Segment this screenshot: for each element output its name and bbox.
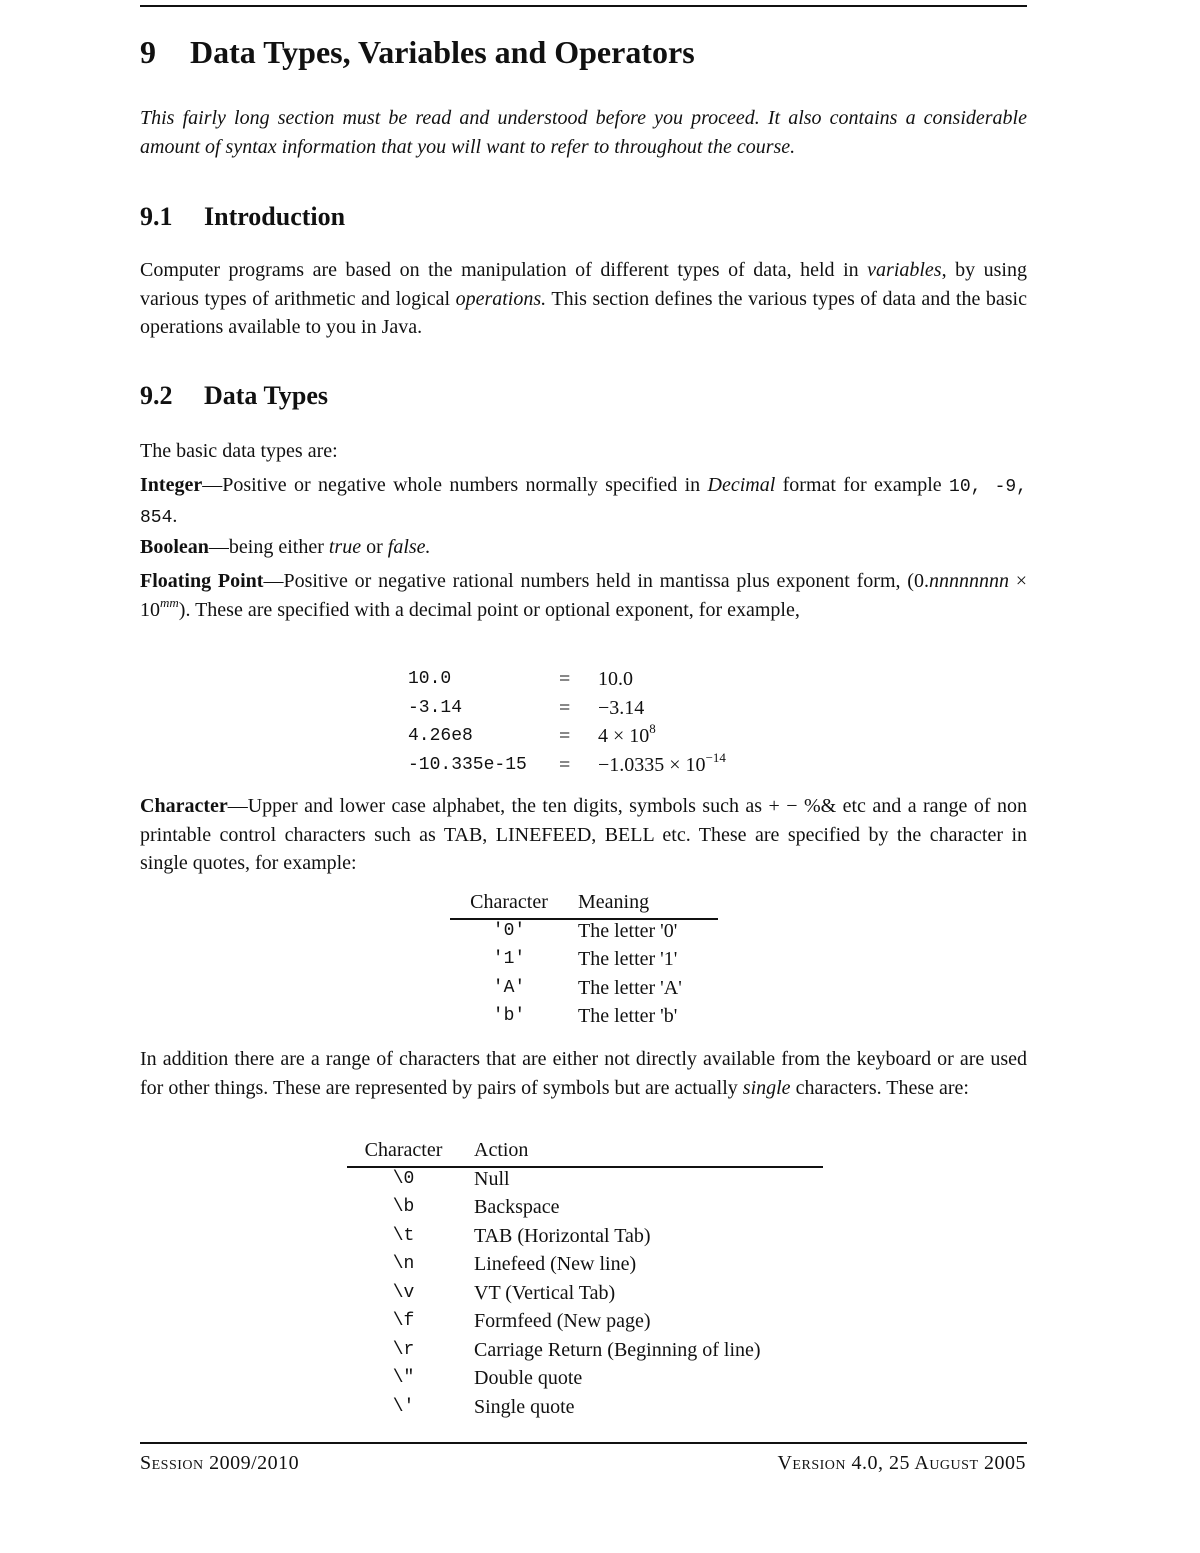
- integer-term: Integer: [140, 474, 203, 496]
- boolean-text-2: or: [361, 536, 388, 558]
- character-table: [450, 888, 718, 1031]
- integer-examples: 10, -9, 854: [140, 477, 1027, 528]
- table-header-action: Action: [474, 1139, 529, 1161]
- float-exponent: 8: [649, 721, 656, 736]
- table-cell-escape: \": [392, 1368, 415, 1388]
- table-cell-escape: \b: [392, 1197, 415, 1217]
- table-row: [450, 945, 718, 974]
- table-cell-escape: \t: [392, 1225, 415, 1246]
- footer-version: Version 4.0, 25 August 2005: [777, 1452, 1026, 1474]
- table-cell-escape: \v: [392, 1282, 415, 1303]
- chapter-intro: [140, 104, 1027, 161]
- table-cell-action: Double quote: [474, 1367, 583, 1389]
- table-cell-meaning: The letter '1': [578, 948, 678, 970]
- section-heading-data-types: [140, 381, 1027, 411]
- section-number: 9.1: [140, 202, 173, 231]
- table-row: [450, 917, 718, 946]
- table-row: [347, 1250, 823, 1279]
- floating-point-definition: [140, 567, 1027, 626]
- footer-rule: [140, 1442, 1027, 1444]
- table-row: [347, 1307, 823, 1336]
- float-literal: -10.335e-15: [408, 754, 527, 775]
- chapter-number: 9: [140, 34, 156, 70]
- table-header-row: [347, 1136, 823, 1165]
- table-cell-action: Backspace: [474, 1196, 560, 1218]
- float-equals: =: [559, 753, 571, 776]
- intro-text-2: , by using various types of arithmetic and logical: [140, 259, 1027, 310]
- table-cell-escape: \': [392, 1396, 415, 1417]
- section-title: Introduction: [204, 202, 346, 231]
- float-equals: =: [559, 696, 571, 719]
- table-row: [347, 1279, 823, 1308]
- float-literal: 4.26e8: [408, 726, 473, 746]
- float-value: 4 × 10: [598, 725, 650, 747]
- table-cell-action: Single quote: [474, 1395, 575, 1418]
- floating-mantissa: nnnnnnnn: [928, 570, 1009, 592]
- integer-end: .: [172, 504, 178, 527]
- section-number: 9.2: [140, 381, 173, 410]
- table-cell-meaning: The letter 'b': [578, 1005, 678, 1027]
- integer-em-decimal: Decimal: [707, 474, 776, 496]
- introduction-paragraph: [140, 256, 1027, 342]
- table-header-meaning: Meaning: [578, 891, 650, 913]
- table-header-row: [450, 888, 718, 917]
- table-cell-action: TAB (Horizontal Tab): [474, 1224, 651, 1247]
- chapter-heading: [140, 34, 1027, 71]
- floating-text-1: —Positive or negative rational numbers held in mantissa plus exponent form, (0.: [263, 570, 929, 592]
- section-heading-introduction: [140, 202, 1027, 232]
- table-cell-character: '1': [492, 949, 526, 969]
- chapter-title: Data Types, Variables and Operators: [190, 34, 695, 70]
- table-cell-action: VT (Vertical Tab): [474, 1281, 616, 1304]
- table-cell-character: '0': [492, 920, 526, 941]
- floating-times: × 10: [140, 570, 1028, 621]
- table-row: [347, 1336, 823, 1365]
- integer-text-1: —Positive or negative whole numbers normally specified in: [202, 474, 708, 496]
- boolean-em-false: false.: [387, 536, 431, 558]
- table-cell-character: 'b': [492, 1006, 526, 1026]
- character-definition: [140, 792, 1027, 878]
- table-cell-action: Carriage Return (Beginning of line): [474, 1338, 761, 1361]
- float-value: −3.14: [598, 696, 645, 719]
- table-row: [347, 1165, 823, 1194]
- table-row: [347, 1193, 823, 1222]
- escape-characters-paragraph: [140, 1045, 1027, 1102]
- table-cell-meaning: The letter '0': [578, 919, 678, 942]
- float-exponent: −14: [705, 749, 726, 765]
- table-cell-escape: \f: [392, 1311, 415, 1331]
- table-cell-escape: \n: [392, 1254, 415, 1274]
- float-literal: 10.0: [408, 669, 452, 689]
- escape-sequence-table: [347, 1136, 823, 1421]
- table-cell-action: Formfeed (New page): [474, 1310, 651, 1332]
- intro-text-3: This section defines the various types of data and the basic operations available to you in Java.: [140, 287, 1027, 338]
- table-row: [347, 1393, 823, 1422]
- top-rule: [140, 5, 1027, 7]
- intro-text-1: Computer programs are based on the manipulation of different types of data, held in: [140, 259, 868, 281]
- table-cell-meaning: The letter 'A': [578, 976, 682, 999]
- table-header-character: Character: [364, 1139, 443, 1161]
- boolean-em-true: true: [328, 536, 362, 558]
- float-value: −1.0335 × 10: [598, 753, 706, 776]
- float-equals: =: [559, 668, 571, 690]
- boolean-term: Boolean: [140, 536, 209, 558]
- character-text: —Upper and lower case alphabet, the ten digits, symbols such as + − %& etc and a range of non printable control characters such as TAB, LINEFEED, BELL etc. These are specified by the character in single quotes, for example:: [140, 795, 1027, 874]
- chapter-intro-text: This fairly long section must be read and understood before you proceed. It also contains a considerable amount of syntax information that you will want to refer to throughout the course.: [140, 107, 1027, 158]
- table-cell-character: 'A': [492, 977, 526, 998]
- addition-text-1: In addition there are a range of characters that are either not directly available from the keyboard or are used for other things. These are represented by pairs of symbols but are actually: [140, 1048, 1027, 1099]
- table-row: [450, 974, 718, 1003]
- table-row: [347, 1364, 823, 1393]
- boolean-definition: [140, 533, 1027, 562]
- footer-session: Session 2009/2010: [140, 1452, 300, 1474]
- intro-em-operations: operations.: [455, 287, 547, 310]
- integer-text-2: format for example: [775, 474, 950, 496]
- intro-em-variables: variables: [867, 259, 942, 281]
- boolean-text-1: —being either: [208, 536, 329, 558]
- float-equals: =: [559, 725, 571, 747]
- integer-definition: [140, 471, 1027, 532]
- table-cell-escape: \r: [392, 1339, 415, 1360]
- table-cell-escape: \0: [392, 1168, 415, 1189]
- floating-exponent: mm: [160, 594, 179, 610]
- floating-text-2: ). These are specified with a decimal point or optional exponent, for example,: [178, 598, 800, 621]
- addition-em-single: single: [742, 1076, 791, 1099]
- floating-term: Floating Point: [140, 570, 264, 592]
- addition-text-2: characters. These are:: [790, 1076, 969, 1099]
- section-title: Data Types: [204, 381, 328, 410]
- table-cell-action: Linefeed (New line): [474, 1253, 637, 1275]
- table-row: [450, 1002, 718, 1031]
- character-term: Character: [140, 795, 228, 817]
- table-header-character: Character: [470, 891, 548, 913]
- table-cell-action: Null: [474, 1167, 510, 1190]
- float-value: 10.0: [598, 668, 633, 690]
- basic-types-lead-text: The basic data types are:: [140, 440, 338, 462]
- float-literal: -3.14: [408, 697, 463, 718]
- table-row: [347, 1222, 823, 1251]
- basic-types-lead: [140, 437, 1027, 466]
